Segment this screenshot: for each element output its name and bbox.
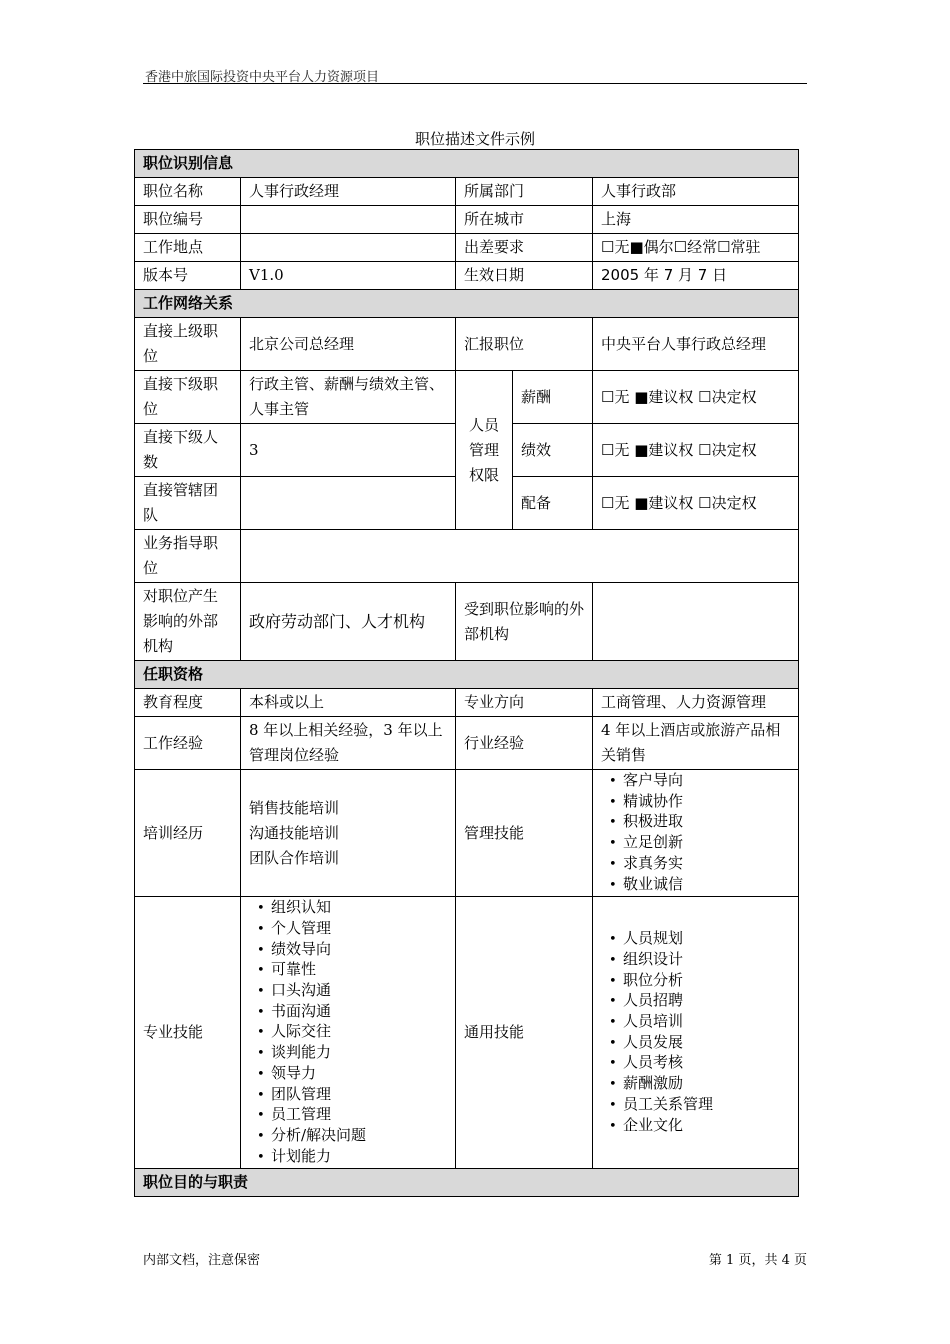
label-affected-external: 受到职位影响的外部机构 [456, 583, 593, 661]
label-position-code: 职位编号 [135, 206, 241, 234]
management-skill-item: • 敬业诚信 [609, 875, 790, 896]
label-professional-skills: 专业技能 [135, 897, 241, 1169]
label-education: 教育程度 [135, 689, 241, 717]
value-affected-external [593, 583, 799, 661]
value-position-name: 人事行政经理 [241, 178, 456, 206]
label-work-experience: 工作经验 [135, 717, 241, 770]
value-business-guidance [241, 530, 799, 583]
general-skill-item: • 人员考核 [609, 1053, 790, 1074]
professional-skill-item: • 人际交往 [257, 1022, 447, 1043]
general-skill-item: • 人员招聘 [609, 991, 790, 1012]
footer-confidential: 内部文档，注意保密 [143, 1253, 261, 1268]
professional-skill-item: • 个人管理 [257, 919, 447, 940]
value-staffing-authority: ☐无 ■建议权 ☐决定权 [593, 477, 799, 530]
value-major: 工商管理、人力资源管理 [593, 689, 799, 717]
value-management-skills [593, 770, 799, 897]
label-training: 培训经历 [135, 770, 241, 897]
label-department: 所属部门 [456, 178, 593, 206]
management-skill-item: • 客户导向 [609, 771, 790, 792]
value-city: 上海 [593, 206, 799, 234]
professional-skill-item: • 团队管理 [257, 1085, 447, 1106]
header-project-title: 香港中旅国际投资中央平台人力资源项目 [145, 70, 380, 85]
header-divider [143, 83, 807, 84]
label-version: 版本号 [135, 262, 241, 290]
professional-skill-item: • 绩效导向 [257, 940, 447, 961]
value-work-location [241, 234, 456, 262]
label-travel: 出差要求 [456, 234, 593, 262]
value-direct-subordinate: 行政主管、薪酬与绩效主管、人事主管 [241, 371, 456, 424]
label-direct-superior: 直接上级职位 [135, 318, 241, 371]
label-industry-experience: 行业经验 [456, 717, 593, 770]
section-identity: 职位识别信息 [135, 150, 799, 178]
section-purpose: 职位目的与职责 [135, 1169, 799, 1197]
general-skill-item: • 人员培训 [609, 1012, 790, 1033]
general-skill-item: • 薪酬激励 [609, 1074, 790, 1095]
value-training [241, 770, 456, 897]
label-staff-authority: 人员管理权限 [456, 371, 513, 530]
general-skill-item: • 企业文化 [609, 1116, 790, 1137]
value-education: 本科或以上 [241, 689, 456, 717]
section-qualification: 任职资格 [135, 661, 799, 689]
management-skill-item: • 求真务实 [609, 854, 790, 875]
value-work-experience: 8 年以上相关经验，3 年以上管理岗位经验 [241, 717, 456, 770]
professional-skill-item: • 分析/解决问题 [257, 1126, 447, 1147]
value-position-code [241, 206, 456, 234]
footer-page-number: 第 1 页，共 4 页 [708, 1253, 807, 1268]
label-major: 专业方向 [456, 689, 593, 717]
professional-skill-item: • 组织认知 [257, 898, 447, 919]
label-salary-authority: 薪酬 [513, 371, 593, 424]
label-staffing-authority: 配备 [513, 477, 593, 530]
label-management-skills: 管理技能 [456, 770, 593, 897]
training-item: 团队合作培训 [249, 848, 340, 867]
value-subordinate-count: 3 [241, 424, 456, 477]
management-skill-item: • 精诚协作 [609, 792, 790, 813]
label-business-guidance: 业务指导职位 [135, 530, 241, 583]
general-skill-item: • 组织设计 [609, 950, 790, 971]
label-work-location: 工作地点 [135, 234, 241, 262]
professional-skill-item: • 领导力 [257, 1064, 447, 1085]
general-skill-item: • 职位分析 [609, 971, 790, 992]
value-team [241, 477, 456, 530]
general-skill-item: • 员工关系管理 [609, 1095, 790, 1116]
training-item: 沟通技能培训 [249, 823, 340, 842]
professional-skill-item: • 口头沟通 [257, 981, 447, 1002]
professional-skill-item: • 员工管理 [257, 1105, 447, 1126]
value-version: V1.0 [241, 262, 456, 290]
professional-skill-item: • 谈判能力 [257, 1043, 447, 1064]
value-department: 人事行政部 [593, 178, 799, 206]
value-salary-authority: ☐无 ■建议权 ☐决定权 [593, 371, 799, 424]
label-position-name: 职位名称 [135, 178, 241, 206]
value-report-to: 中央平台人事行政总经理 [593, 318, 799, 371]
label-team: 直接管辖团队 [135, 477, 241, 530]
label-effective-date: 生效日期 [456, 262, 593, 290]
value-direct-superior: 北京公司总经理 [241, 318, 456, 371]
label-direct-subordinate: 直接下级职位 [135, 371, 241, 424]
value-professional-skills [241, 897, 456, 1169]
value-external-influence: 政府劳动部门、人才机构 [241, 583, 456, 661]
general-skill-item: • 人员规划 [609, 929, 790, 950]
training-item: 销售技能培训 [249, 798, 340, 817]
label-city: 所在城市 [456, 206, 593, 234]
professional-skill-item: • 可靠性 [257, 960, 447, 981]
label-subordinate-count: 直接下级人数 [135, 424, 241, 477]
label-general-skills: 通用技能 [456, 897, 593, 1169]
value-industry-experience: 4 年以上酒店或旅游产品相关销售 [593, 717, 799, 770]
section-network: 工作网络关系 [135, 290, 799, 318]
general-skill-item: • 人员发展 [609, 1033, 790, 1054]
value-general-skills [593, 897, 799, 1169]
job-description-table [134, 149, 799, 1197]
label-external-influence: 对职位产生影响的外部机构 [135, 583, 241, 661]
management-skill-item: • 立足创新 [609, 833, 790, 854]
value-travel: ☐无■偶尔☐经常☐常驻 [593, 234, 799, 262]
management-skill-item: • 积极进取 [609, 812, 790, 833]
document-title: 职位描述文件示例 [414, 130, 535, 148]
value-effective-date: 2005 年 7 月 7 日 [593, 262, 799, 290]
label-report-to: 汇报职位 [456, 318, 593, 371]
professional-skill-item: • 书面沟通 [257, 1002, 447, 1023]
value-performance-authority: ☐无 ■建议权 ☐决定权 [593, 424, 799, 477]
label-performance-authority: 绩效 [513, 424, 593, 477]
professional-skill-item: • 计划能力 [257, 1147, 447, 1168]
